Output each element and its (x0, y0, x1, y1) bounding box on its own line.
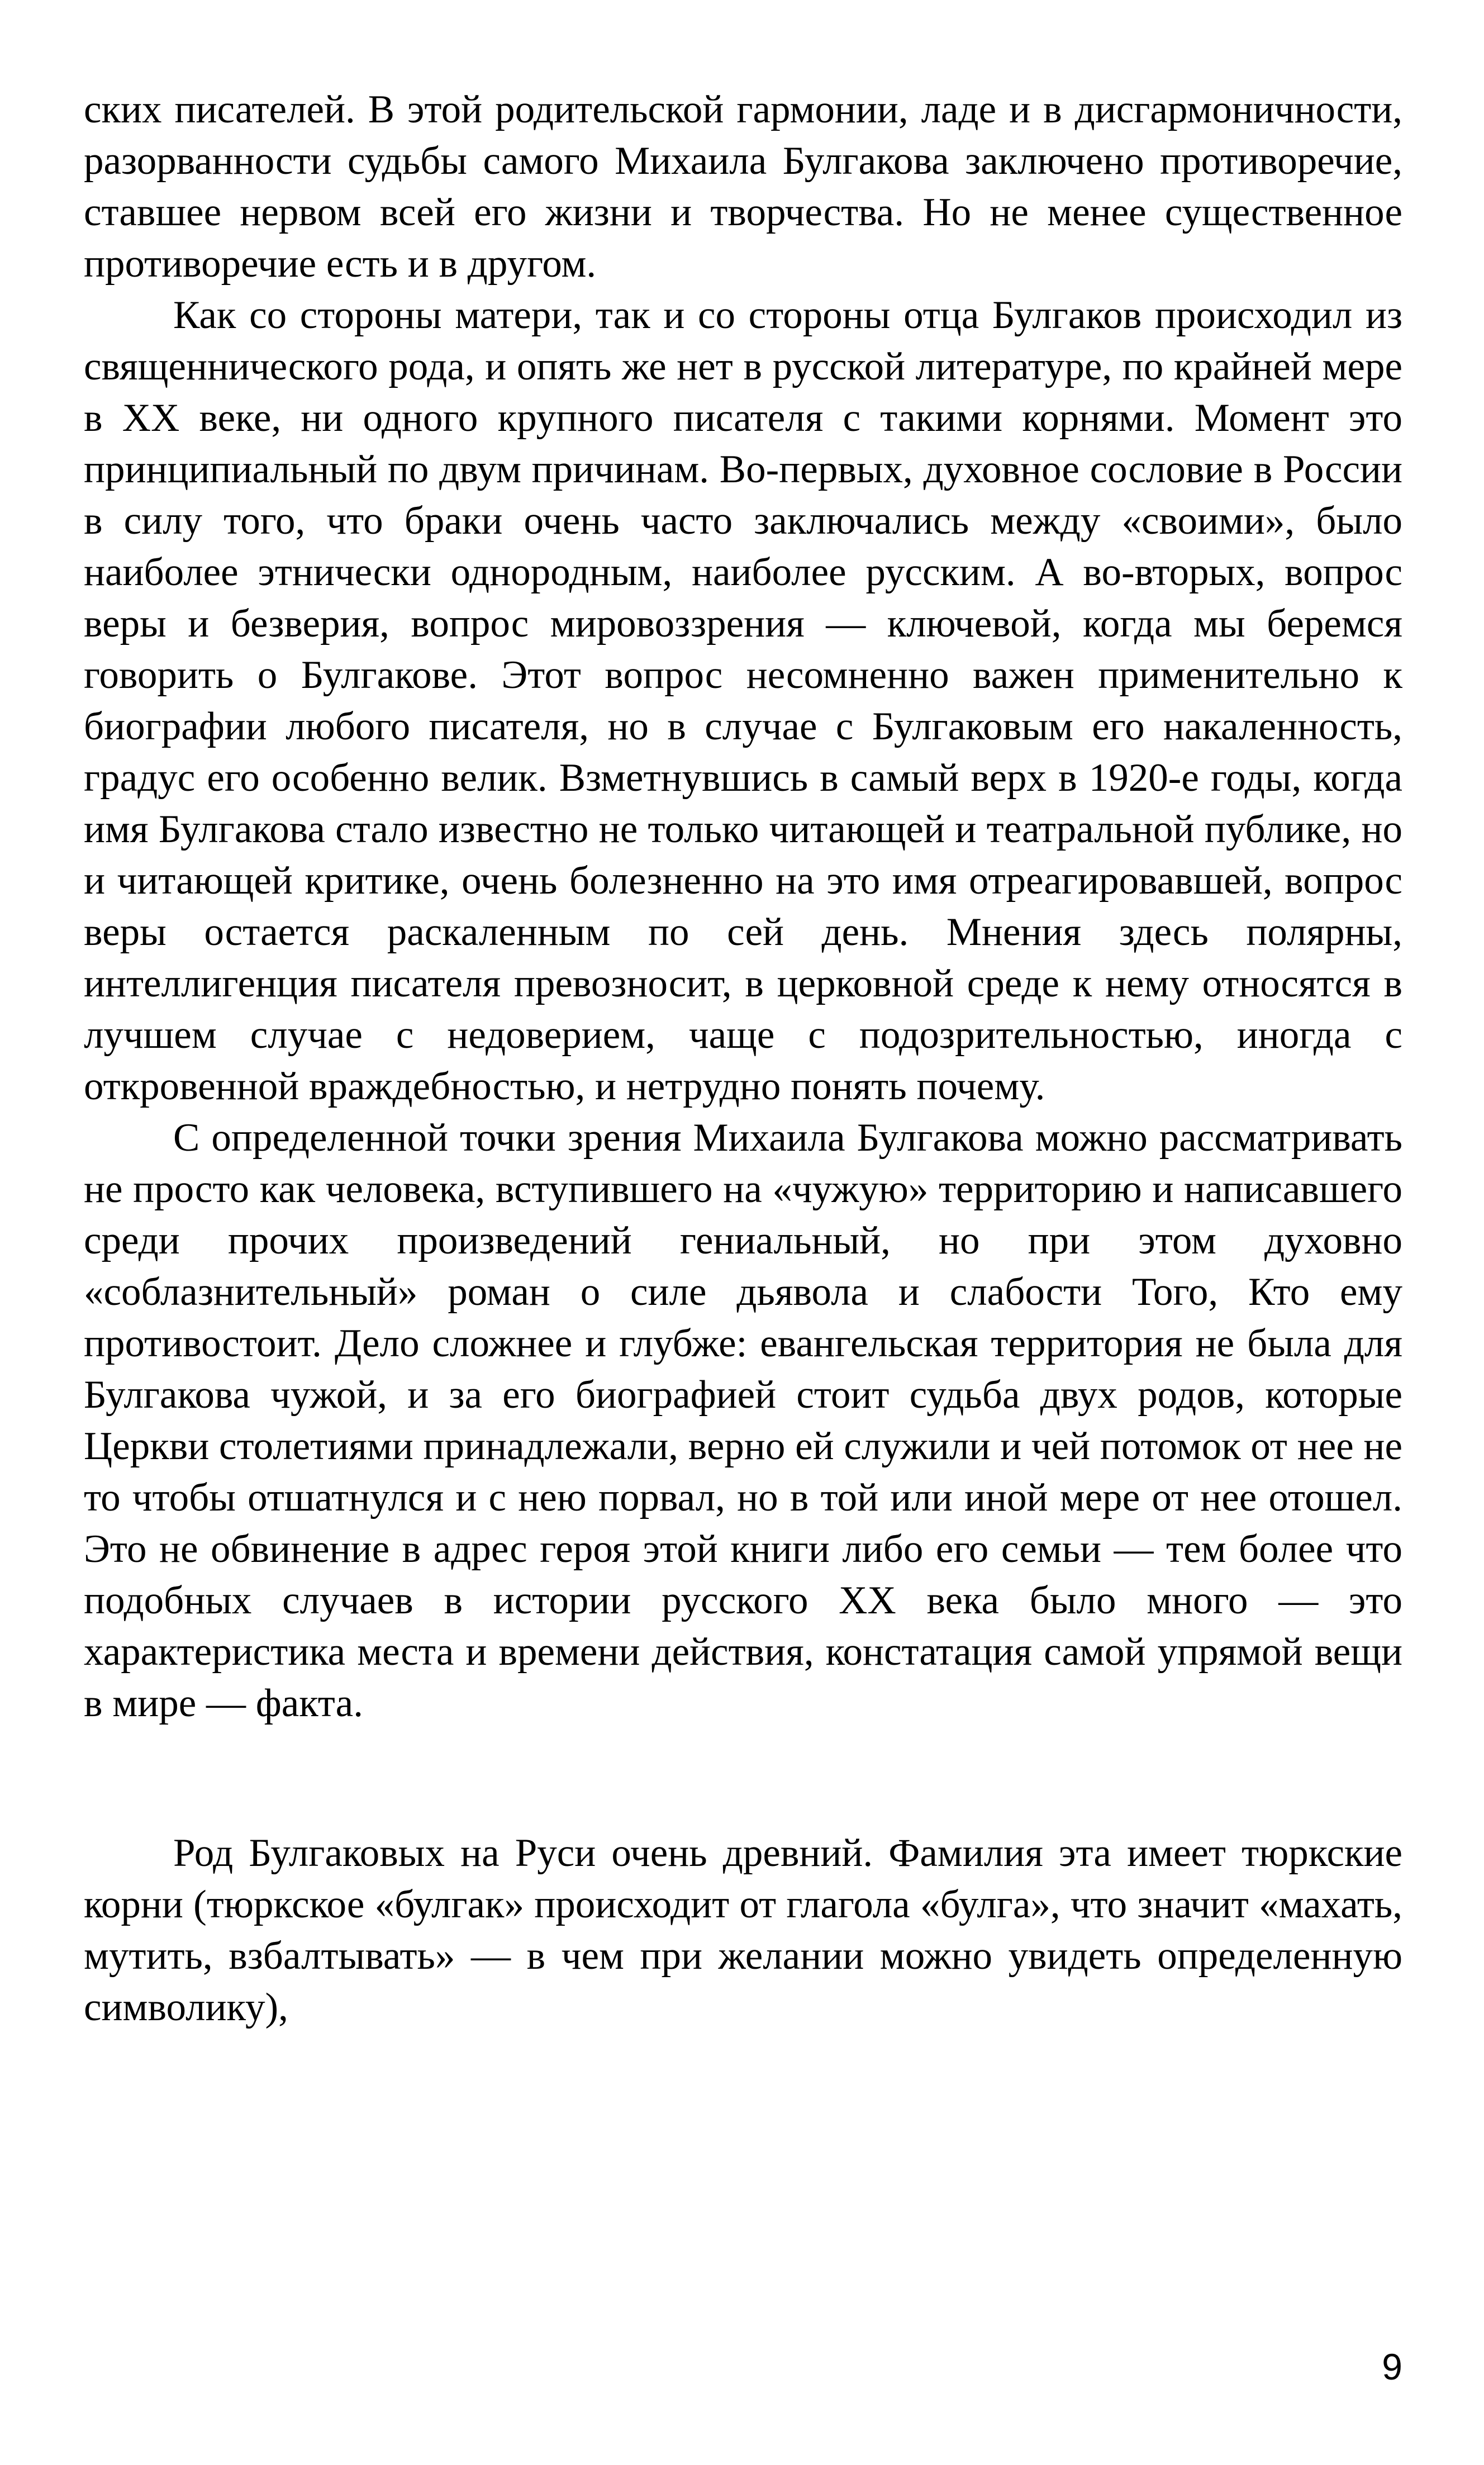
paragraph-evangelical-territory: С определенной точки зрения Михаила Булгакова можно рассматривать не просто как человека, вступившего на «чужую» территорию и написавшего среди прочих произведений гениальный, но при этом духовно «соблазнительный» роман о силе дьявола и слабости Того, Кто ему противостоит. Дело сложнее и глубже: евангельская территория не была для Булгакова чужой, и за его биографией стоит судьба двух родов, которые Церкви столетиями принадлежали, верно ей служили и чей потомок от нее не то чтобы отшатнулся и с нею порвал, но в той или иной мере от нее отошел. Это не обвинение в адрес героя этой книги либо его семьи — тем более что подобных случаев в истории русского XX века было много — это характеристика места и времени действия, констатация самой упрямой вещи в мире — факта. (84, 1116, 1402, 1725)
paragraph-faith-question: Как со стороны матери, так и со стороны отца Булгаков происходил из священнического рода, и опять же нет в русской литературе, по крайней мере в XX веке, ни одного крупного писателя с такими корнями. Момент это принципиальный по двум причинам. Во-первых, духовное сословие в России в силу того, что браки очень часто заключались между «своими», было наиболее этнически однородным, наиболее русским. А во-вторых, вопрос веры и безверия, вопрос мировоззрения — ключевой, когда мы беремся говорить о Булгакове. Этот вопрос несомненно важен применительно к биографии любого писателя, но в случае с Булгаковым его накаленность, градус его особенно велик. Взметнувшись в самый верх в 1920-е годы, когда имя Булгакова стало известно не только читающей и театральной публике, но и читающей критике, очень болезненно на это имя отреагировавшей, вопрос веры остается раскаленным по сей день. Мнения здесь полярны, интеллигенция писателя превозносит, в церковной среде к нему относятся в лучшем случае с недоверием, чаще с подозрительностью, иногда с откровенной враждебностью, и нетрудно понять почему. (84, 293, 1402, 1108)
page-number: 9 (1382, 2346, 1402, 2387)
section-break (84, 1729, 1402, 1827)
book-page (84, 84, 1402, 2420)
paragraph-bulgakov-family: Род Булгаковых на Руси очень древний. Фамилия эта имеет тюркские корни (тюркское «булгак» происходит от глагола «булга», что значит «махать, мутить, взбалтывать» — в чем при желании можно увидеть определенную символику), (84, 1831, 1402, 2029)
paragraph-continuation: ских писателей. В этой родительской гармонии, ладе и в дисгармоничности, разорванности судьбы самого Михаила Булгакова заключено противоречие, ставшее нервом всей его жизни и творчества. Но не менее существенное противоречие есть и в другом. (84, 88, 1402, 286)
